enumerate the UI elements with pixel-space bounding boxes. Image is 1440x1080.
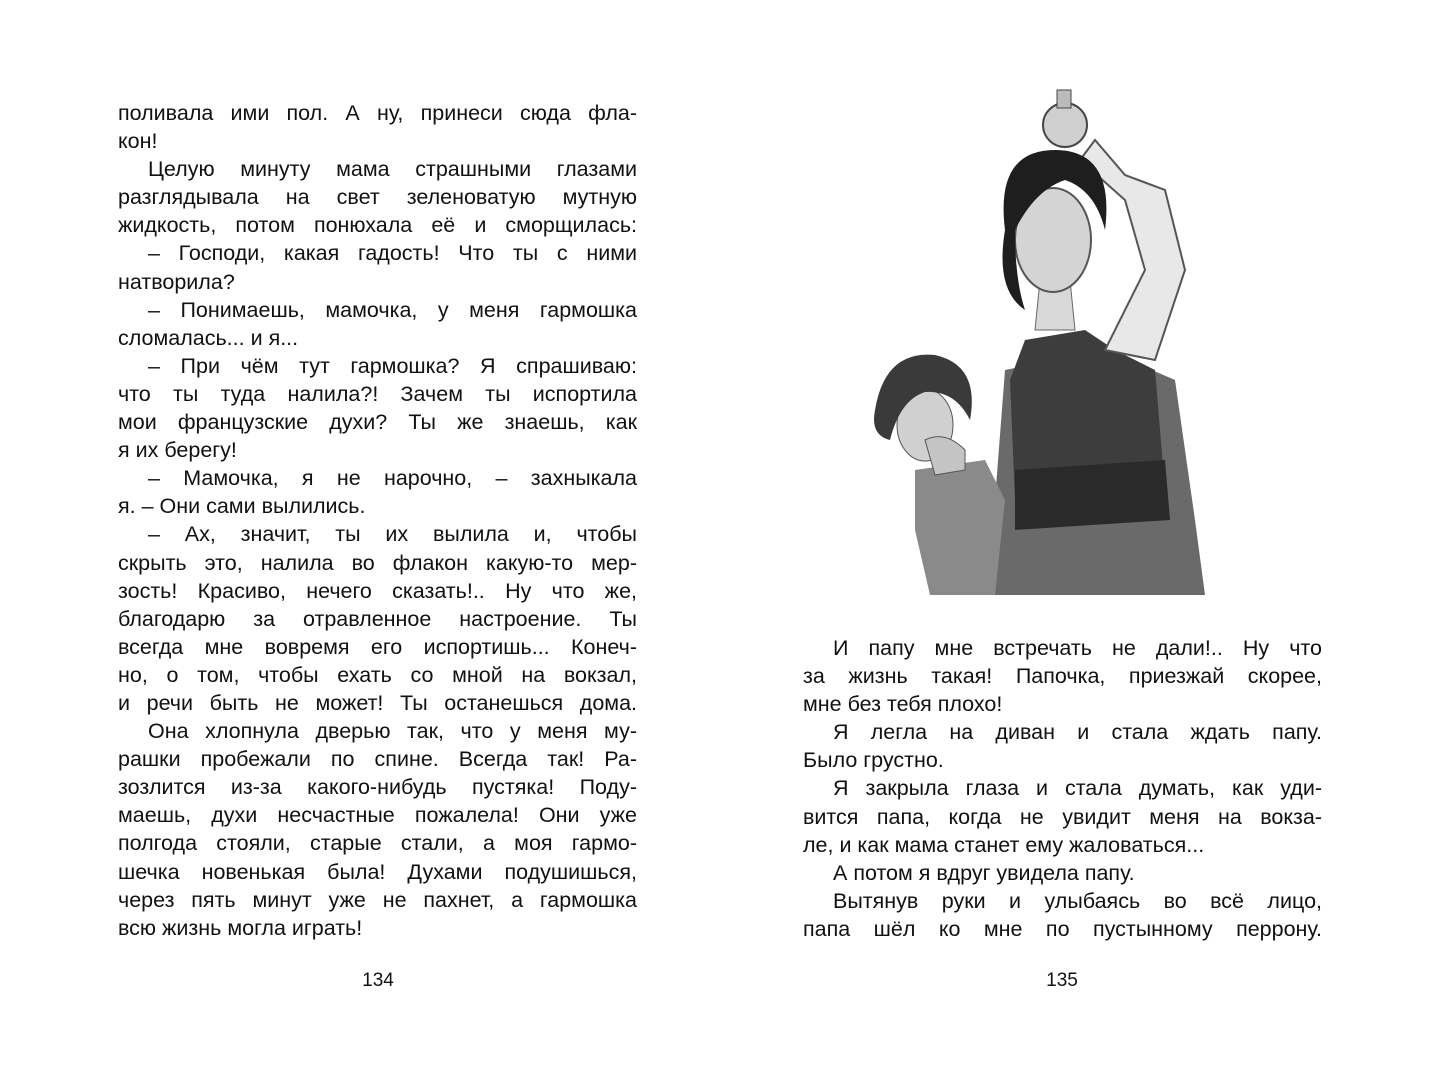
text-line: за жизнь такая! Папочка, приезжай скорее,: [803, 664, 1322, 689]
text-line: всю жизнь могла играть!: [118, 915, 363, 940]
text-line: поливала ими пол. А ну, принеси сюда фла-: [118, 101, 637, 125]
text-line: вится папа, когда не увидит меня на вокза-: [803, 804, 1322, 829]
text-line: и речи быть не может! Ты останешься дома.: [118, 690, 637, 715]
text-line: кон!: [118, 129, 158, 154]
text-line: Целую минуту мама страшными глазами: [148, 157, 637, 182]
text-line: – Понимаешь, мамочка, у меня гармошка: [148, 297, 637, 322]
illustration-mother-with-flask-and-girl: [855, 80, 1225, 600]
text-line: сломалась... и я...: [118, 325, 299, 350]
text-line: папа шёл ко мне по пустынному перрону.: [803, 916, 1322, 941]
text-line: – При чём тут гармошка? Я спрашиваю:: [148, 353, 637, 378]
text-line: Я легла на диван и стала ждать папу.: [833, 720, 1322, 745]
text-line: через пять минут уже не пахнет, а гармошка: [118, 887, 637, 912]
text-line: я. – Они сами вылились.: [118, 494, 366, 519]
page-number-left: 134: [362, 970, 394, 991]
text-line: ле, и как мама станет ему жаловаться...: [803, 832, 1205, 857]
text-line: всегда мне вовремя его испортишь... Конеч-: [118, 634, 637, 659]
text-line: мои французские духи? Ты же знаешь, как: [118, 410, 637, 435]
text-line: благодарю за отравленное настроение. Ты: [118, 606, 637, 631]
text-line: шечка новенькая была! Духами подушишься,: [118, 859, 637, 884]
text-line: – Господи, какая гадость! Что ты с ними: [148, 241, 637, 266]
text-line: зозлится из-за какого-нибудь пустяка! Поду-: [118, 775, 637, 800]
left-page-text: [118, 99, 637, 942]
text-line: но, о том, чтобы ехать со мной на вокзал,: [118, 662, 637, 687]
text-line: Было грустно.: [803, 748, 944, 773]
text-line: маешь, духи несчастные пожалела! Они уже: [118, 803, 637, 828]
text-line: Вытянув руки и улыбаясь во всё лицо,: [833, 888, 1322, 913]
text-line: что ты туда налила?! Зачем ты испортила: [118, 381, 637, 406]
page-number-right: 135: [1046, 970, 1078, 991]
text-line: жидкость, потом понюхала её и сморщилась:: [118, 213, 637, 238]
text-line: рашки пробежали по спине. Всегда так! Ра-: [118, 747, 637, 772]
text-line: – Мамочка, я не нарочно, – захныкала: [148, 466, 637, 491]
right-page-text: [803, 634, 1322, 943]
text-line: разглядывала на свет зеленоватую мутную: [118, 185, 637, 210]
text-line: И папу мне встречать не дали!.. Ну что: [833, 636, 1322, 660]
text-line: Я закрыла глаза и стала думать, как уди-: [833, 776, 1322, 801]
text-line: я их берегу!: [118, 438, 237, 463]
text-line: натворила?: [118, 269, 235, 294]
text-line: А потом я вдруг увидела папу.: [833, 860, 1135, 885]
text-line: мне без тебя плохо!: [803, 692, 1003, 717]
text-line: Она хлопнула дверью так, что у меня му-: [148, 719, 637, 744]
text-line: – Ах, значит, ты их вылила и, чтобы: [148, 522, 637, 547]
text-line: зость! Красиво, нечего сказать!.. Ну что же,: [118, 578, 637, 603]
text-line: скрыть это, налила во флакон какую-то мер-: [118, 550, 637, 575]
text-line: полгода стояли, старые стали, а моя гармо-: [118, 831, 637, 856]
